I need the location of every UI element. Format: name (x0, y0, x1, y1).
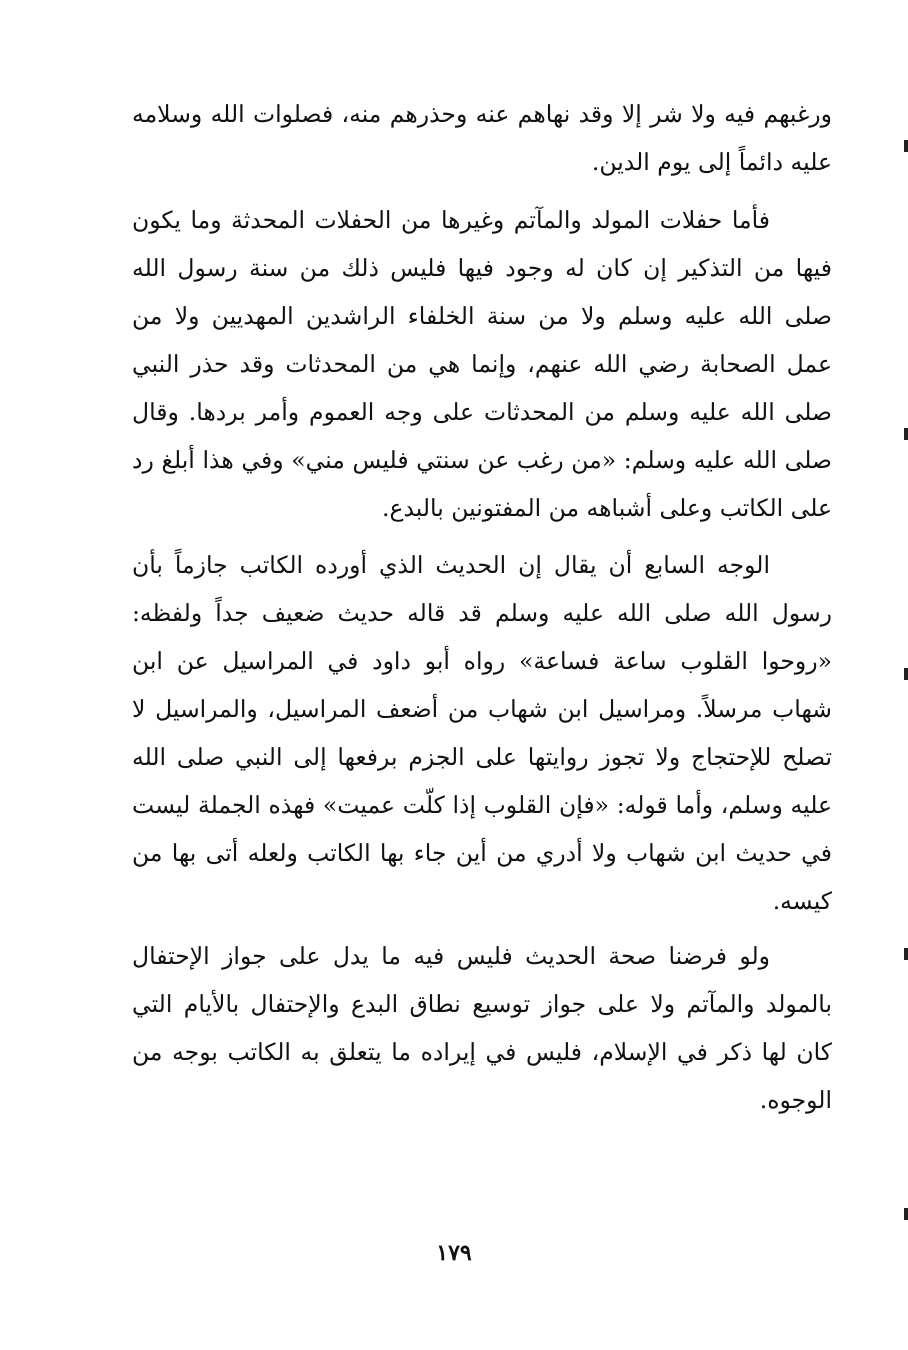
paragraph-text: ولو فرضنا صحة الحديث فليس فيه ما يدل على جواز الإحتفال بالمولد والمآتم ولا على جواز توسيع نطاق البدع والإحتفال بالأيام التي كان لها ذكر في الإسلام، فليس في إيراده ما يتعلق به الكاتب بوجه من الوجوه. (132, 942, 832, 1114)
page-number: ١٧٩ (436, 1240, 472, 1266)
paragraph-hypothesis (132, 932, 832, 1124)
paragraph-text: ورغبهم فيه ولا شر إلا وقد نهاهم عنه وحذرهم منه، فصلوات الله وسلامه عليه دائماً إلى يوم الدين. (132, 100, 832, 176)
paragraph-text: الوجه السابع أن يقال إن الحديث الذي أورده الكاتب جازماً بأن رسول الله صلى الله عليه وسلم قد قاله حديث ضعيف جداً ولفظه: «روحوا القلوب ساعة فساعة» رواه أبو داود في المراسيل عن ابن شهاب مرسلاً. ومراسيل ابن شهاب من أضعف المراسيل، والمراسيل لا تصلح للإحتجاج ولا تجوز روايتها على الجزم برفعها إلى النبي صلى الله عليه وسلم، وأما قوله: «فإن القلوب إذا كلّت عميت» فهذه الجملة ليست في حديث ابن شهاب ولا أدري من أين جاء بها الكاتب ولعله أتى بها من كيسه. (132, 551, 832, 915)
paragraph-seventh-aspect (132, 541, 832, 925)
paragraph-continuation (132, 90, 832, 186)
paragraph-celebrations (132, 196, 832, 532)
scan-edge-mark (904, 668, 908, 680)
scan-edge-mark (904, 140, 908, 152)
scan-edge-mark (904, 428, 908, 440)
scan-edge-mark (904, 948, 908, 960)
paragraph-text: فأما حفلات المولد والمآتم وغيرها من الحفلات المحدثة وما يكون فيها من التذكير إن كان له وجود فيها فليس ذلك من سنة رسول الله صلى الله عليه وسلم ولا من سنة الخلفاء الراشدين المهديين ولا من عمل الصحابة رضي الله عنهم، وإنما هي من المحدثات وقد حذر النبي صلى الله عليه وسلم من المحدثات على وجه العموم وأمر بردها. وقال صلى الله عليه وسلم: «من رغب عن سنتي فليس مني» وفي هذا أبلغ رد على الكاتب وعلى أشباهه من المفتونين بالبدع. (132, 206, 832, 522)
scan-edge-mark (904, 1208, 908, 1220)
